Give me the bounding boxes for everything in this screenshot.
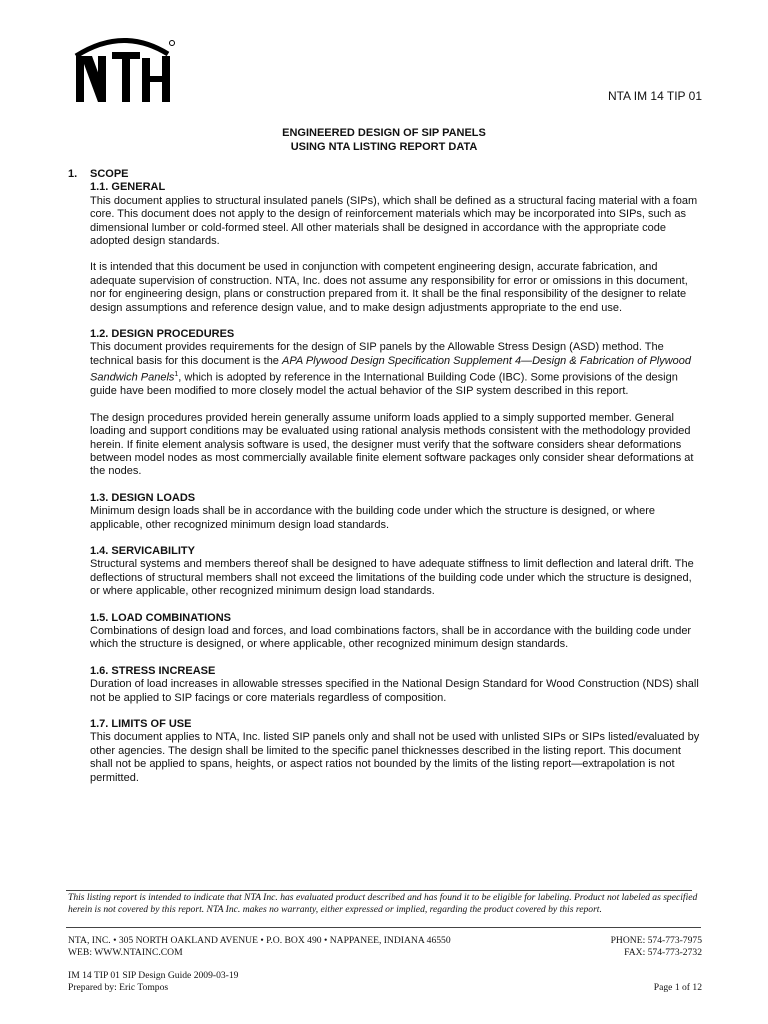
section-heading: 1.3. DESIGN LOADS <box>90 491 196 504</box>
section-1-5 <box>90 612 700 652</box>
section-heading: 1.2. DESIGN PROCEDURES <box>90 328 235 341</box>
nta-logo <box>68 32 178 104</box>
paragraph: Structural systems and members thereof shall be designed to have adequate stiffness to limit deflection and lateral drift. The deflections of structural members shall not exceed the limitations of the building code under which the structure is designed, or where applicable, other recognized minimum design load standards. <box>90 558 694 598</box>
section-1-3 <box>90 492 700 532</box>
footer-divider-2 <box>66 927 701 928</box>
company-web: WEB: WWW.NTAINC.COM <box>68 947 183 958</box>
paragraph: The design procedures provided herein generally assume uniform loads applied to a simply supported member. General loading and support conditions may be evaluated using rational analysis methods consistent with the methodology provided herein. If finite element analysis software is used, the designer must verify that the software considers shear deformations between model nodes as most commercially available finite element software packages only consider shear deformations at the nodes. <box>90 411 694 478</box>
footer-divider <box>66 890 692 891</box>
scope-title: SCOPE <box>90 168 129 180</box>
section-heading: 1.1. GENERAL <box>90 181 166 194</box>
paragraph: This document applies to NTA, Inc. listed SIP panels only and shall not be used with unlisted SIPs or SIPs listed/evaluated by other agencies. The design shall be limited to the specific panel thicknesses described in the listing report. This document shall not be applied to spans, heights, or aspect ratios not bounded by the limits of the listing report—extrapolation is not permitted. <box>90 731 700 784</box>
section-heading: 1.6. STRESS INCREASE <box>90 664 216 677</box>
paragraph: Combinations of design load and forces, and load combinations factors, shall be in accordance with the building code under which the structure is designed, or where applicable, other recognized minimum design standards. <box>90 625 692 651</box>
document-number: NTA IM 14 TIP 01 <box>607 89 702 103</box>
text-run: , which is adopted by reference in the International Building Code (IBC). Some provisions of the design guide have been modified to more closely model the actual behavior of the SIP system described in this report. <box>90 371 678 398</box>
scope-heading <box>68 168 700 181</box>
section-1-6 <box>90 665 700 705</box>
section-1-4 <box>90 545 700 599</box>
title-line-2: USING NTA LISTING REPORT DATA <box>290 141 478 153</box>
section-heading: 1.4. SERVICABILITY <box>90 545 195 557</box>
paragraph: Duration of load increases in allowable stresses specified in the National Design Standard for Wood Construction (NDS) shall not be applied to SIP facings or core materials regardless of composition. <box>90 678 699 704</box>
footnote-ref: 1 <box>174 371 179 379</box>
paragraph <box>90 341 700 398</box>
citation-italic: APA Plywood Design Specification Supplement 4—Design & Fabrication of Plywood Sandwich Panels <box>90 354 692 384</box>
company-phone: PHONE: 574-773-7975 <box>610 935 702 946</box>
scope-number: 1. <box>68 168 78 180</box>
paragraph: This document applies to structural insulated panels (SIPs), which shall be defined as a structural facing material with a foam core. This document does not apply to the design of reinforcement materials which may be incorporated into SIPs, such as dimensional lumber or cold-formed steel. All other materials shall be designed in accordance with the appropriate code adopted design standards. <box>90 194 698 248</box>
document-body <box>68 168 700 785</box>
section-1-1 <box>90 181 700 315</box>
section-heading: 1.5. LOAD COMBINATIONS <box>90 611 231 624</box>
text-run: This document provides requirements for the design of SIP panels by the Allowable Stress Design (ASD) method. The technical basis for this document is the <box>90 341 664 367</box>
document-title <box>0 126 768 154</box>
section-heading: 1.7. LIMITS OF USE <box>90 718 192 731</box>
prepared-by: Prepared by: Eric Tompos <box>68 982 169 993</box>
section-1-2 <box>90 328 700 479</box>
disclaimer: This listing report is intended to indicate that NTA Inc. has evaluated product described and has found it to be eligible for labeling. Product not labeled as specified herein is not covered by this report. NTA Inc. makes no warranty, either expressed or implied, regarding the product covered by this report. <box>68 892 698 915</box>
paragraph: Minimum design loads shall be in accordance with the building code under which the structure is designed, or where applicable, other recognized minimum design load standards. <box>90 505 655 531</box>
company-fax: FAX: 574-773-2732 <box>624 947 702 958</box>
section-1-7 <box>90 718 700 785</box>
company-address: NTA, INC. • 305 NORTH OAKLAND AVENUE • P.O. BOX 490 • NAPPANEE, INDIANA 46550 <box>68 935 451 946</box>
page-number: Page 1 of 12 <box>653 982 702 993</box>
paragraph: It is intended that this document be used in conjunction with competent engineering design, accurate fabrication, and adequate supervision of construction. NTA, Inc. does not assume any responsibility for error or omissions in this document, nor for engineering design, plans or construction prepared from it. It shall be the final responsibility of the designer to relate design assumptions and reference design value, and to make design adjustments appropriate to the end use. <box>90 261 688 314</box>
title-line-1: ENGINEERED DESIGN OF SIP PANELS <box>282 127 486 139</box>
document-info: IM 14 TIP 01 SIP Design Guide 2009-03-19 <box>68 970 239 981</box>
